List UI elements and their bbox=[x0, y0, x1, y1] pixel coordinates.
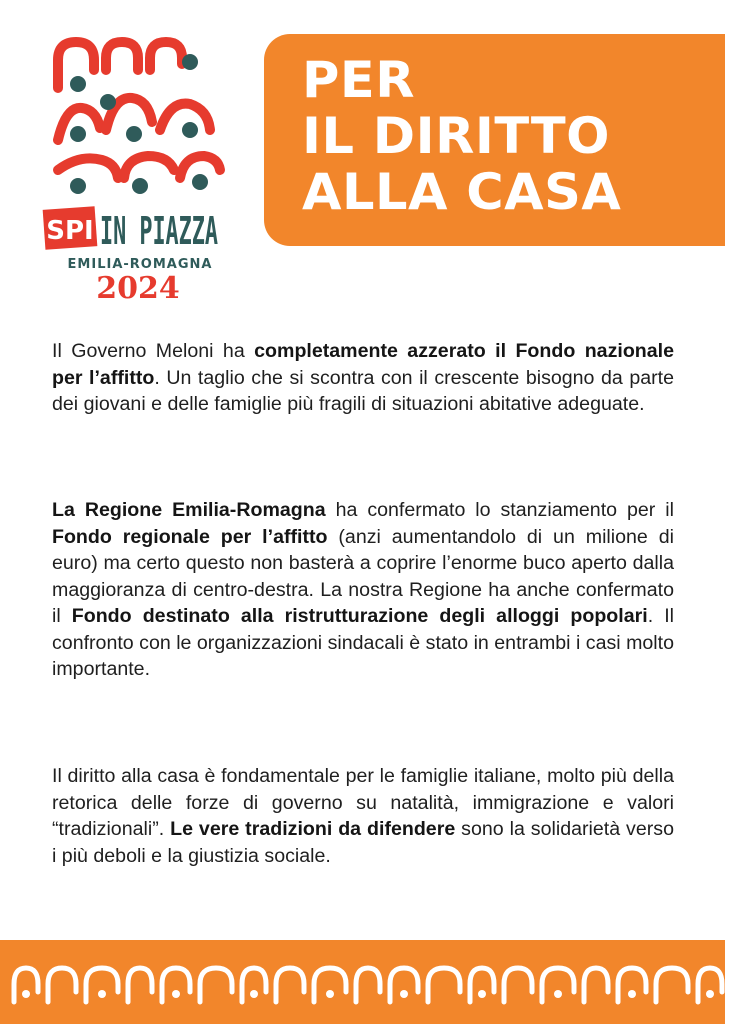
headline-line-3: ALLA CASA bbox=[302, 163, 622, 221]
paragraph-national-fund: Il Governo Meloni ha completamente azzerato il Fondo nazionale per l’affitto. Un taglio che si scontra con il crescente bisogno da parte dei giovani e delle famiglie più fragili di situazioni abitative adeguate. bbox=[52, 340, 675, 415]
footer-arch bbox=[656, 968, 688, 1002]
footer-dot bbox=[22, 990, 30, 998]
emphasis-fund-reset: completamente azzerato il Fondo nazionale per l’affitto bbox=[52, 340, 674, 389]
emphasis-true-traditions: Le vere tradizioni da difendere bbox=[170, 818, 456, 840]
logo-year-text: 2024 bbox=[96, 271, 180, 306]
headline-line-2: IL DIRITTO bbox=[302, 107, 610, 165]
footer-arch bbox=[428, 968, 460, 1002]
logo-badge-text: SPI bbox=[46, 216, 94, 246]
footer-dot bbox=[478, 990, 486, 998]
footer-arch bbox=[504, 968, 532, 1002]
logo-region-text: EMILIA-ROMAGNA bbox=[67, 257, 213, 272]
emphasis-regional-fund: Fondo regionale per l’affitto bbox=[52, 525, 328, 548]
footer-arch bbox=[48, 968, 76, 1002]
headline-line-1: PER bbox=[302, 51, 416, 109]
footer-dot bbox=[628, 990, 636, 998]
arches-motif-icon bbox=[0, 940, 725, 1024]
footer-dot bbox=[172, 990, 180, 998]
footer-band bbox=[0, 940, 725, 1024]
footer-arch bbox=[128, 968, 152, 1002]
footer-dot bbox=[250, 990, 258, 998]
footer-dot bbox=[98, 990, 106, 998]
emphasis-renovation-fund: Fondo destinato alla ristrutturazione degli alloggi popolari bbox=[71, 605, 648, 627]
footer-dot bbox=[326, 990, 334, 998]
arches-logo-icon bbox=[40, 30, 240, 310]
footer-dot bbox=[400, 990, 408, 998]
footer-arch bbox=[584, 968, 608, 1002]
footer-dot bbox=[706, 990, 714, 998]
paragraph-regional-fund: La Regione Emilia-Romagna ha confermato lo stanziamento per il Fondo regionale per l’affitto (anzi aumentandolo di un milione di euro) ma certo questo non basterà a coprire l’enorme buco aperto dalla maggioranza di centro-destra. La nostra Regione ha anche confermato il Fondo destinato alla ristrutturazione degli alloggi popolari. Il confronto con le organizzazioni sindacali è stato in entrambi i casi molto importante. bbox=[52, 499, 675, 680]
footer-arch bbox=[356, 968, 380, 1002]
footer-arch bbox=[276, 968, 304, 1002]
paragraph-right-to-housing: Il diritto alla casa è fondamentale per le famiglie italiane, molto più della retorica delle forze di governo su natalità, immigrazione e valori “tradizionali”. Le vere tradizioni da difendere sono la solidarietà verso i più deboli e la giustizia sociale. bbox=[52, 765, 674, 867]
footer-dot bbox=[554, 990, 562, 998]
logo-name-text: IN PIAZZA bbox=[100, 209, 219, 253]
headline-banner bbox=[264, 34, 725, 246]
footer-arch bbox=[200, 968, 232, 1002]
emphasis-region: La Regione Emilia-Romagna bbox=[52, 499, 326, 521]
spi-in-piazza-logo bbox=[40, 30, 240, 310]
